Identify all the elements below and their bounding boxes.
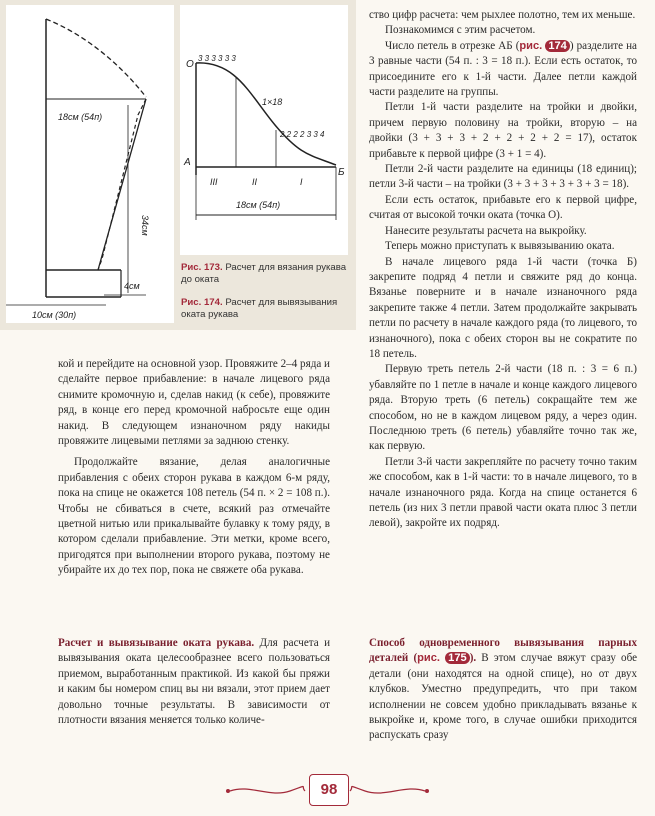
fig173-height-label: 34см — [140, 215, 150, 236]
paragraph: Теперь можно приступать к вывязыванию оката. — [385, 240, 615, 253]
page-number: 98 — [309, 774, 349, 806]
caption-174-text: Расчет для вывязывания оката рукава — [181, 297, 338, 320]
fig174-right-counts: 2 2 2 2 3 3 4 — [280, 130, 325, 139]
fig174-section-2: II — [252, 177, 258, 187]
paragraph: Петли 1-й части разделите на тройки и двойки, причем первую половину на тройки, вторую – на двойки (3 + 3 + 3 + 2 + 2 + 2 + 2 = 17), остаток прибавьте к первой цифре (3 + 1 = 4). — [369, 101, 637, 160]
paragraph: Если есть остаток, прибавьте его к первой цифре, считая от высокой точки оката (точка О). — [369, 193, 637, 222]
left-column — [58, 357, 330, 579]
left-section-sleeve-cap — [58, 636, 330, 728]
fig174-section-3: III — [210, 177, 218, 187]
fig174-point-b: Б — [338, 167, 345, 178]
right-column — [369, 8, 637, 532]
fig174-width-label: 18см (54п) — [236, 200, 281, 210]
paragraph: Число петель в отрезке АБ (рис. 174 ) разделите на 3 равные части (54 п. : 3 = 18 п.). Если есть остаток, то присоедините его к 1-й части. Далее петли каждой части разделите на группы. — [369, 39, 637, 99]
fig174-left-counts: 3 3 3 3 3 3 — [198, 54, 236, 63]
fig174-point-a: А — [184, 157, 191, 168]
paragraph: Расчет и вывязывание оката рукава. Для расчета и вывязывания оката целесообразнее всего пользоваться приемом, выработанным практикой. Из какой бы пряжи и каким бы номером спиц вы ни вязали, этот прием дает довольно точные результаты. В зависимости от плотности вязания меняется только количе- — [58, 637, 331, 727]
caption-173-text: Расчет для вязания рукава до оката — [181, 262, 347, 285]
paragraph: ство цифр расчета: чем рыхлее полотно, тем их меньше. — [369, 9, 636, 21]
fig174-point-o: О — [186, 59, 194, 70]
paragraph: Способ одновременного вывязывания парных деталей (рис. 175 ). В этом случае вяжут сразу обе детали (они находятся на одной спице), но от двух клубков. Уместно предупредить, что при таком исполнении не совсем удобно прикладывать вязанье к выкройке и, кроме того, в случае ошибки приходится распускать сразу — [369, 637, 638, 742]
caption-173-ref: Рис. 173. — [181, 262, 223, 273]
figure-174-caption — [181, 297, 351, 321]
right-section-pair-knitting — [369, 636, 637, 744]
fig173-bottom-label: 10см (30п) — [32, 310, 77, 320]
fig174-mid-count: 1×18 — [262, 97, 283, 107]
paragraph: Познакомимся с этим расчетом. — [385, 24, 536, 37]
fig174-section-1: I — [300, 177, 303, 187]
paragraph: Продолжайте вязание, делая аналогичные прибавления с обеих сторон рукава в каждом 6-м ряду, пока на спице не окажется 108 петель (54 п. × 2 = 108 п.). Чтобы не сбиваться в счете, всякий раз отмечайте цветной нитью или прикалывайте булавку к тому ряду, в котором сделали прибавление. Эти метки, кроме всего, пригодятся при выполнении второго рукава, поэтому не убирайте их до тех пор, пока не свяжете оба рукава. — [58, 456, 330, 577]
paragraph: В начале лицевого ряда 1-й части (точка Б) закрепите подряд 4 петли и свяжите ряд до конца. Вязанье поверните и в начале изнаночного ряда закрепите также 4 петли. Затем продолжайте закрывать петли по расчету в начале каждого ряда (то лицевого, то изнаночного), пока с обеих сторон вы не сократите по 18 петель. — [369, 255, 637, 360]
fig173-width-label: 18см (54п) — [58, 112, 103, 122]
figure-173-caption — [181, 262, 351, 286]
paragraph: Первую треть петель 2-й части (18 п. : 3 = 6 п.) убавляйте по 1 петле в начале и конце каждого лицевого ряда. Вторую треть (6 петель) сокращайте тем же способом, но не в каждом лицевом ряду, а через один. Последнюю треть (6 петель) убавляйте точно так же, как первую. — [369, 363, 637, 453]
caption-174-ref: Рис. 174. — [181, 297, 223, 308]
fig173-step-label: 4см — [124, 281, 140, 291]
paragraph: Петли 2-й части разделите на единицы (18 единиц); петли 3-й части – на тройки (3 + 3 + 3 + 3 + 3 + 3 = 18). — [369, 163, 637, 191]
figure-174-sleeve-cap — [180, 5, 348, 255]
figure-173-sleeve-pattern — [6, 5, 174, 323]
paragraph: Петли 3-й части закрепляйте по расчету точно таким же способом, как в 1-й части: то в начале лицевого, то в начале изнаночного ряда. Когда на спице останется 6 петель (из них 3 петли правой части оката плюс 3 петли левой), закройте их подряд. — [369, 455, 637, 530]
paragraph: кой и перейдите на основной узор. Провяжите 2–4 ряда и сделайте первое прибавление: в начале лицевого ряда снимите кромочную и, сделав накид (к себе), провяжите ряд, в конце его перед кромочной набросьте еще один накид. В следующем изнаночном ряду накиды провяжите лицевыми петлями за заднюю стенку. — [58, 358, 330, 448]
paragraph: Нанесите результаты расчета на выкройку. — [385, 224, 587, 237]
